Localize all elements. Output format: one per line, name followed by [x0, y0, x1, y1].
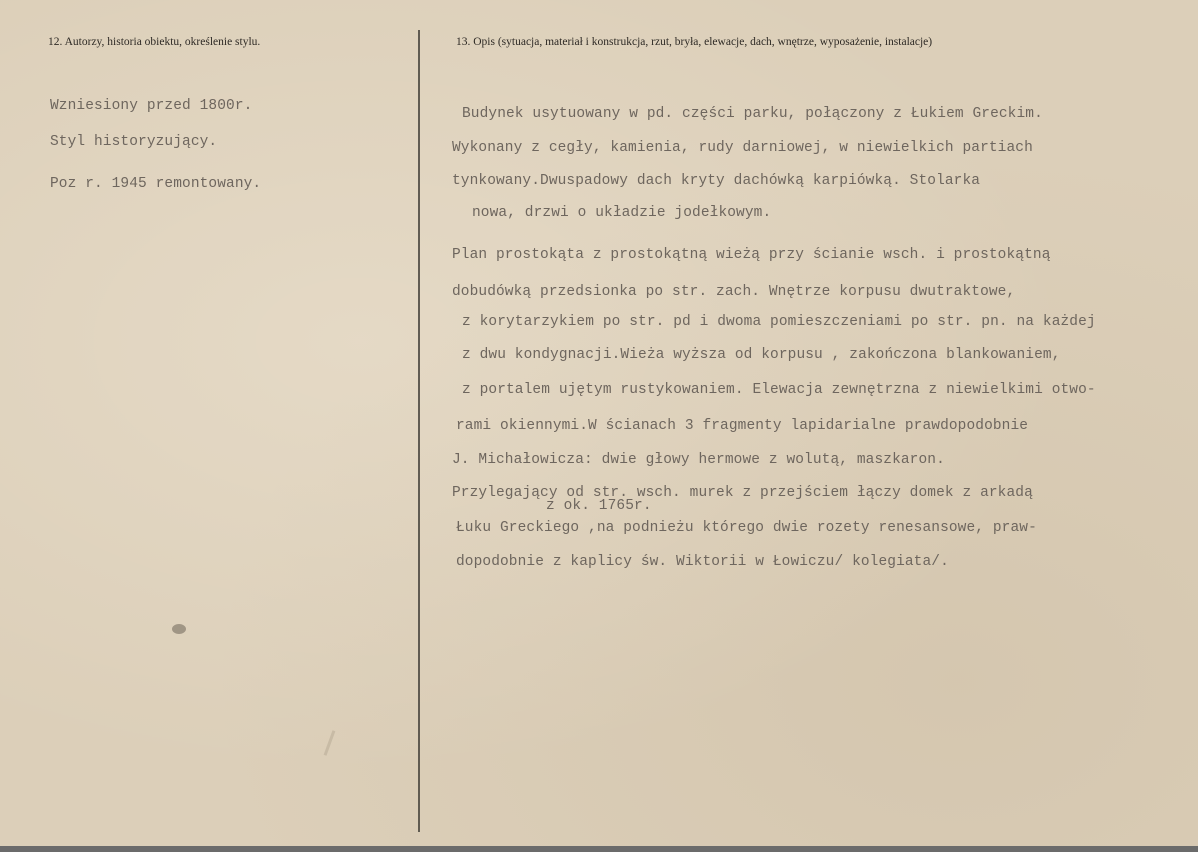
description-line: Łuku Greckiego ,na podnieżu którego dwie rozety renesansowe, praw-: [456, 520, 1037, 536]
description-line: z ok. 1765r.: [546, 498, 652, 514]
description-line: nowa, drzwi o układzie jodełkowym.: [472, 205, 772, 221]
description-line: z korytarzykiem po str. pd i dwoma pomieszczeniami po str. pn. na każdej: [462, 314, 1096, 330]
description-line: Budynek usytuowany w pd. części parku, połączony z Łukiem Greckim.: [462, 106, 1043, 122]
section-12-heading: 12. Autorzy, historia obiektu, określenie stylu.: [48, 36, 261, 48]
history-line: Wzniesiony przed 1800r.: [50, 98, 253, 114]
column-divider: [418, 30, 420, 832]
ink-smudge: [172, 624, 186, 634]
description-line: Wykonany z cegły, kamienia, rudy darniowej, w niewielkich partiach: [452, 140, 1033, 156]
description-line: dopodobnie z kaplicy św. Wiktorii w Łowiczu/ kolegiata/.: [456, 554, 949, 570]
description-line: tynkowany.Dwuspadowy dach kryty dachówką karpiówką. Stolarka: [452, 173, 981, 189]
description-line: dobudówką przedsionka po str. zach. Wnętrze korpusu dwutraktowe,: [452, 284, 1016, 300]
history-line: Styl historyzujący.: [50, 134, 218, 150]
scan-edge: [0, 846, 1198, 852]
description-line: z portalem ujętym rustykowaniem. Elewacja zewnętrzna z niewielkimi otwo-: [462, 382, 1096, 398]
description-line: Przylegający od str. wsch. murek z przejściem łączy domek z arkadą: [452, 485, 1033, 501]
paper-crease: [324, 730, 336, 755]
history-line: Poz r. 1945 remontowany.: [50, 176, 262, 192]
description-line: Plan prostokąta z prostokątną wieżą przy ścianie wsch. i prostokątną: [452, 247, 1051, 263]
section-13-heading: 13. Opis (sytuacja, materiał i konstrukcja, rzut, bryła, elewacje, dach, wnętrze, wyposażenie, instalacje): [456, 36, 933, 48]
description-line: rami okiennymi.W ścianach 3 fragmenty lapidarialne prawdopodobnie: [456, 418, 1029, 434]
description-line: z dwu kondygnacji.Wieża wyższa od korpusu , zakończona blankowaniem,: [462, 347, 1061, 363]
description-line: J. Michałowicza: dwie głowy hermowe z wolutą, maszkaron.: [452, 452, 945, 468]
